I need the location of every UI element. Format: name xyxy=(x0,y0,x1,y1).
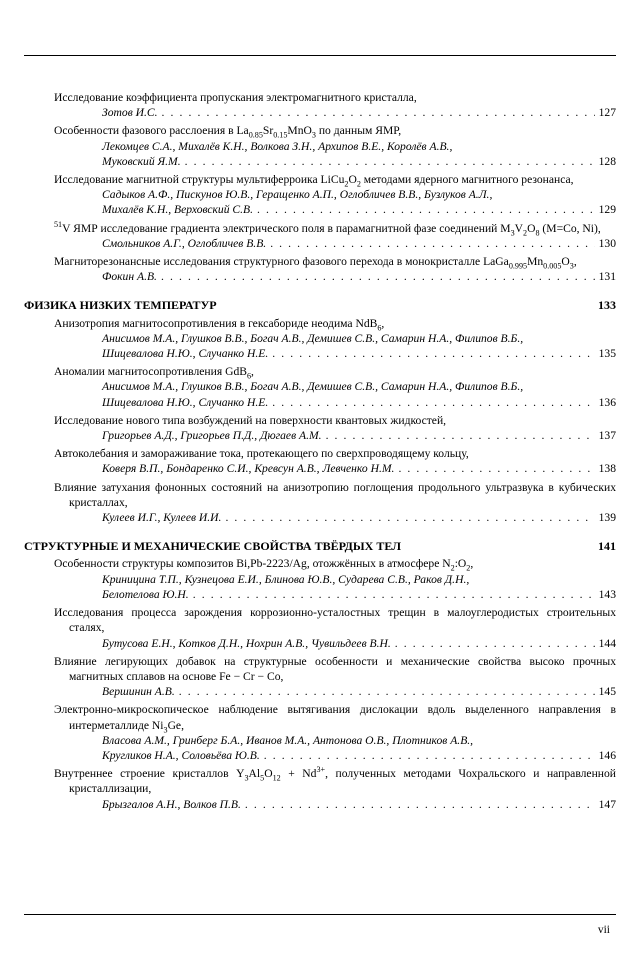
entry-authors: Анисимов М.А., Глушков В.В., Богач А.В., Демишев С.В., Самарин Н.А., Филипов В.Б., xyxy=(102,380,524,394)
entry-title: Исследование нового типа возбуждений на поверхности квантовых жидкостей, xyxy=(54,413,447,427)
dot-leader xyxy=(185,154,595,169)
entry-authors: Бутусова Е.Н., Котков Д.Н., Нохрин А.В., Чувильдеев В.Н. xyxy=(102,636,391,650)
entry-last-line xyxy=(54,395,616,410)
dot-leader xyxy=(270,236,594,251)
entry-authors: Коверя В.П., Бондаренко С.И., Кревсун А.В., Левченко Н.М. xyxy=(102,462,395,476)
dot-leader xyxy=(398,461,594,476)
entry-last-line xyxy=(54,346,616,361)
toc-entry xyxy=(54,254,616,284)
toc-entry xyxy=(54,480,616,526)
entry-last-line xyxy=(54,461,616,476)
entry-title: Влияние легирующих добавок на структурные особенности и механические свойства высоко прочных магнитных сплавов на основе Fe − Cr − Co, xyxy=(54,654,616,683)
toc-entry xyxy=(54,172,616,218)
bottom-rule xyxy=(24,914,616,915)
toc-entry xyxy=(54,446,616,476)
entry-title: Исследования процесса зарождения коррозионно-усталостных трещин в малоуглеродистых строительных сталях, xyxy=(54,606,616,635)
entry-last-line xyxy=(54,269,616,284)
entry-authors: Шицевалова Н.Ю., Случанко Н.Е. xyxy=(102,347,269,361)
dot-leader xyxy=(264,748,595,763)
entry-last-line xyxy=(54,154,616,169)
dot-leader xyxy=(161,269,595,284)
table-of-contents xyxy=(24,90,616,815)
entry-title: Влияние затухания фононных состояний на анизотропию поглощения продольного ультразвука в кубических кристаллах, xyxy=(54,480,616,509)
dot-leader xyxy=(257,202,595,217)
entry-page: 146 xyxy=(598,748,616,762)
section-heading xyxy=(24,298,616,313)
entry-authors: Зотов И.С. xyxy=(102,106,158,120)
entry-authors: Григорьев А.Д., Григорьев П.Д., Дюгаев А.М. xyxy=(102,429,322,443)
entry-authors: Шицевалова Н.Ю., Случанко Н.Е. xyxy=(102,395,269,409)
entry-title: Исследование коэффициента пропускания электромагнитного кристалла, xyxy=(54,91,417,104)
entry-authors: Власова А.М., Гринберг Б.А., Иванов М.А., Антонова О.В., Плотников А.В., xyxy=(102,733,474,747)
toc-entry xyxy=(54,221,616,251)
entry-page: 128 xyxy=(598,154,616,168)
entry-last-line xyxy=(54,105,616,120)
toc-entry xyxy=(54,702,616,763)
entry-authors: Белотелова Ю.Н. xyxy=(102,587,189,601)
section-page: 133 xyxy=(598,298,616,313)
page-number: vii xyxy=(597,924,610,936)
entry-authors: Лекомцев С.А., Михалёв К.Н., Волкова З.Н., Архипов В.Е., Королёв А.В., xyxy=(102,139,453,153)
entry-last-line xyxy=(54,236,616,251)
entry-last-line xyxy=(54,748,616,763)
entry-page: 147 xyxy=(598,797,616,811)
entry-page: 143 xyxy=(598,587,616,601)
toc-entry xyxy=(54,90,616,120)
dot-leader xyxy=(395,636,595,651)
dot-leader xyxy=(245,797,595,812)
entry-authors: Вершинин А.В. xyxy=(102,685,175,699)
entry-authors: Фокин А.В. xyxy=(102,270,157,284)
section-title: СТРУКТУРНЫЕ И МЕХАНИЧЕСКИЕ СВОЙСТВА ТВЁРДЫХ ТЕЛ xyxy=(24,539,402,554)
toc-entry xyxy=(54,556,616,602)
entry-authors: Кругликов Н.А., Соловьёва Ю.В. xyxy=(102,748,260,762)
entry-authors: Брызгалов А.Н., Волков П.В. xyxy=(102,797,241,811)
entry-title: $^{51}$V ЯМР исследование градиента электрического поля в парамагнитной фазе соединений $M_3V_2O_8$ (M=Co, Ni), xyxy=(54,219,601,237)
toc-entry xyxy=(54,654,616,700)
entry-last-line xyxy=(54,587,616,602)
section-heading xyxy=(24,539,616,554)
entry-title: Особенности структуры композитов Bi,Pb-2223/Ag, отожжённых в атмосфере $N_2:O_2$, xyxy=(54,557,474,573)
top-rule xyxy=(24,55,616,56)
section-page: 141 xyxy=(598,539,616,554)
entry-title: Внутреннее строение кристаллов $Y_3Al_5O_{12} + Nd^{3+}$, полученных методами Чохральского и направленной кристаллизации, xyxy=(54,765,616,796)
entry-title: Аномалии магнитосопротивления GdB$_6$, xyxy=(54,365,254,381)
entry-last-line xyxy=(54,684,616,699)
toc-entry xyxy=(54,364,616,410)
entry-last-line xyxy=(54,510,616,525)
entry-page: 136 xyxy=(598,395,616,409)
entry-title: Анизотропия магнитосопротивления в гексабориде неодима NdB$_6$, xyxy=(54,316,385,332)
dot-leader xyxy=(272,395,594,410)
entry-authors: Садыков А.Ф., Пискунов Ю.В., Геращенко А.П., Оглобличев В.В., Бузлуков А.Л., xyxy=(102,188,493,202)
entry-title: Исследование магнитной структуры мультиферроика $LiCu_2O_2$ методами ядерного магнитного резонанса, xyxy=(54,173,574,189)
entry-last-line xyxy=(54,202,616,217)
entry-page: 144 xyxy=(598,636,616,650)
entry-authors: Муковский Я.М. xyxy=(102,154,181,168)
entry-authors: Кулеев И.Г., Кулеев И.И. xyxy=(102,511,222,525)
toc-entry xyxy=(54,766,616,812)
entry-page: 135 xyxy=(598,347,616,361)
entry-page: 137 xyxy=(598,429,616,443)
entry-title: Магниторезонансные исследования структурного фазового перехода в монокристалле $LaGa_{0.995}Mn_{0.005}O_3$, xyxy=(54,255,577,271)
entry-title: Автоколебания и замораживание тока, протекающего по сверхпроводящему кольцу, xyxy=(54,447,469,461)
toc-entry xyxy=(54,123,616,169)
dot-leader xyxy=(162,105,595,120)
dot-leader xyxy=(272,346,594,361)
entry-page: 131 xyxy=(598,270,616,284)
dot-leader xyxy=(326,428,595,443)
entry-page: 138 xyxy=(598,462,616,476)
entry-last-line xyxy=(54,797,616,812)
dot-leader xyxy=(193,587,595,602)
entry-authors: Криницина Т.П., Кузнецова Е.И., Блинова Ю.В., Сударева С.В., Раков Д.Н., xyxy=(102,572,470,586)
entry-page: 127 xyxy=(598,106,616,120)
entry-title: Электронно-микроскопическое наблюдение вытягивания дислокации вдоль выделенного направления в интерметаллиде $Ni_3Ge$, xyxy=(54,703,616,734)
entry-authors: Смольников А.Г., Оглобличев В.В. xyxy=(102,236,267,250)
section-title: ФИЗИКА НИЗКИХ ТЕМПЕРАТУР xyxy=(24,298,217,313)
entry-page: 129 xyxy=(598,203,616,217)
entry-authors: Михалёв К.Н., Верховский С.В. xyxy=(102,203,254,217)
entry-last-line xyxy=(54,428,616,443)
entry-last-line xyxy=(54,636,616,651)
toc-entry xyxy=(54,413,616,443)
dot-leader xyxy=(225,510,594,525)
entry-page: 130 xyxy=(598,236,616,250)
toc-entry xyxy=(54,316,616,362)
entry-authors: Анисимов М.А., Глушков В.В., Богач А.В., Демишев С.В., Самарин Н.А., Филипов В.Б., xyxy=(102,331,524,345)
entry-page: 139 xyxy=(598,511,616,525)
entry-title: Особенности фазового расслоения в $La_{0.85}Sr_{0.15}MnO_3$ по данным ЯМР, xyxy=(54,124,402,140)
dot-leader xyxy=(179,684,595,699)
entry-page: 145 xyxy=(598,685,616,699)
toc-entry xyxy=(54,605,616,651)
